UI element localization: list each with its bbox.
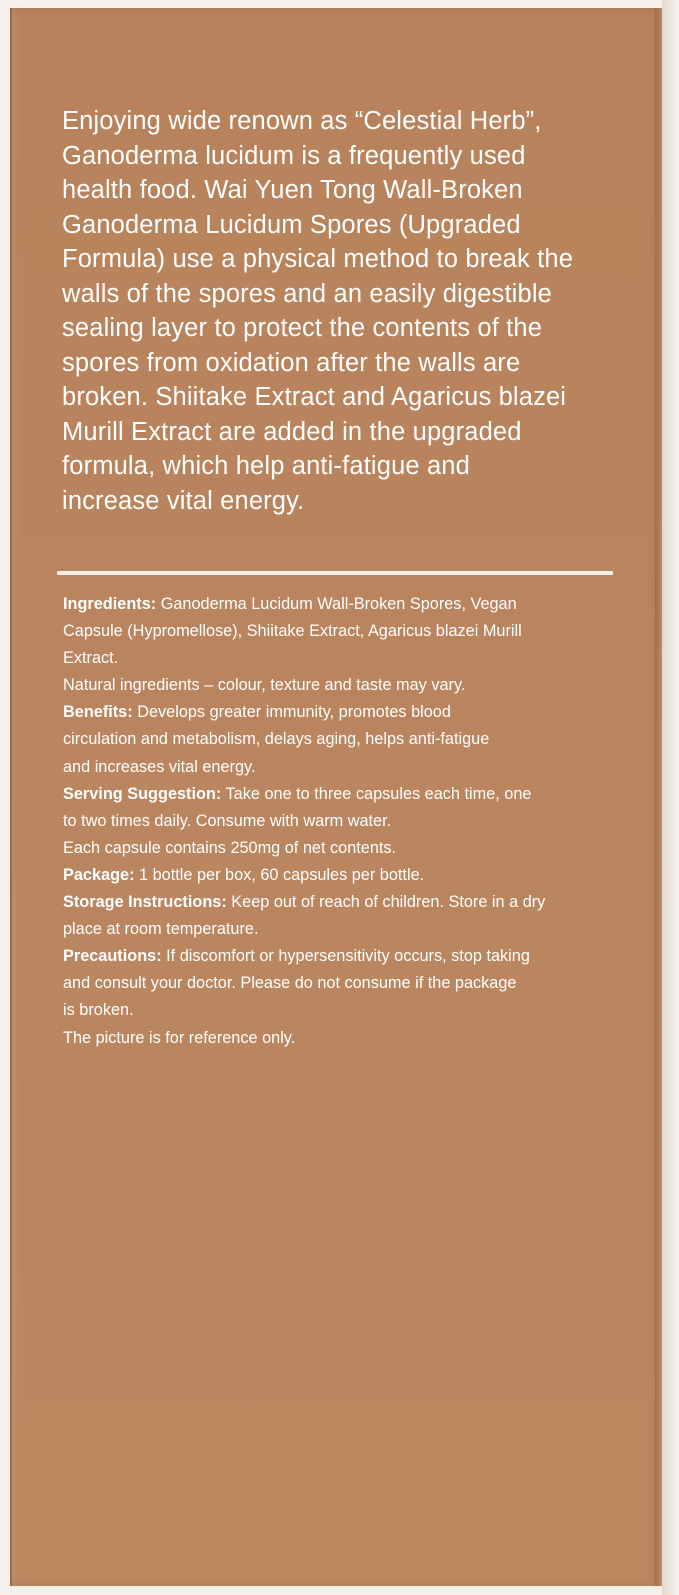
precautions-text: If discomfort or hypersensitivity occurs, stop taking <box>161 947 530 966</box>
intro-line: broken. Shiitake Extract and Agaricus blazei <box>62 383 567 411</box>
package-label: Package: <box>63 865 135 884</box>
intro-line: sealing layer to protect the contents of the <box>62 314 543 342</box>
ingredients-section <box>63 591 638 672</box>
product-details <box>63 591 638 1052</box>
box-right-fold <box>655 8 662 1586</box>
intro-line: Enjoying wide renown as “Celestial Herb”, <box>62 107 542 135</box>
intro-line: Ganoderma Lucidum Spores (Upgraded <box>62 210 521 239</box>
box-left-fold <box>10 8 12 1586</box>
serving-section <box>63 781 638 862</box>
benefits-label: Benefits: <box>63 703 133 722</box>
intro-line: Ganoderma lucidum is a frequently used <box>62 141 526 170</box>
reference-note: The picture is for reference only. <box>63 1028 296 1047</box>
package-section <box>63 862 638 889</box>
intro-line: Formula) use a physical method to break the <box>62 245 574 273</box>
package-text: 1 bottle per box, 60 capsules per bottle. <box>134 865 425 884</box>
serving-text: Each capsule contains 250mg of net contents. <box>63 838 397 857</box>
ingredients-text: Ganoderma Lucidum Wall-Broken Spores, Vegan <box>156 595 517 613</box>
storage-text: Keep out of reach of children. Store in a dry <box>226 893 546 912</box>
intro-line: health food. Wai Yuen Tong Wall-Broken <box>62 176 523 204</box>
benefits-text: circulation and metabolism, delays aging, helps anti-fatigue <box>63 730 490 749</box>
benefits-text: Develops greater immunity, promotes blood <box>132 703 451 722</box>
intro-line: walls of the spores and an easily digestible <box>62 279 552 308</box>
ingredients-label: Ingredients: <box>63 595 157 613</box>
storage-label: Storage Instructions: <box>63 893 227 912</box>
precautions-text: and consult your doctor. Please do not consume if the package <box>63 974 517 993</box>
section-divider <box>57 571 613 575</box>
intro-paragraph <box>62 104 654 518</box>
intro-line: increase vital energy. <box>62 486 305 515</box>
serving-label: Serving Suggestion: <box>63 784 222 803</box>
storage-text: place at room temperature. <box>63 920 259 939</box>
serving-text: to two times daily. Consume with warm water. <box>63 811 392 830</box>
intro-line: spores from oxidation after the walls are <box>62 348 521 377</box>
ingredients-text: Extract. <box>63 649 119 668</box>
intro-line: formula, which help anti-fatigue and <box>62 452 470 480</box>
precautions-label: Precautions: <box>63 947 162 966</box>
natural-ingredients-note: Natural ingredients – colour, texture and taste may vary. <box>63 676 466 695</box>
intro-line: Murill Extract are added in the upgraded <box>62 417 522 446</box>
precautions-text: is broken. <box>63 1001 134 1020</box>
ingredients-text: Capsule (Hypromellose), Shiitake Extract, Agaricus blazei Murill <box>63 622 522 641</box>
storage-section <box>63 889 638 943</box>
box-right-edge <box>662 0 679 1595</box>
precautions-section <box>63 943 638 1024</box>
benefits-text: and increases vital energy. <box>63 757 256 776</box>
serving-text: Take one to three capsules each time, one <box>221 784 532 803</box>
benefits-section <box>63 699 638 780</box>
